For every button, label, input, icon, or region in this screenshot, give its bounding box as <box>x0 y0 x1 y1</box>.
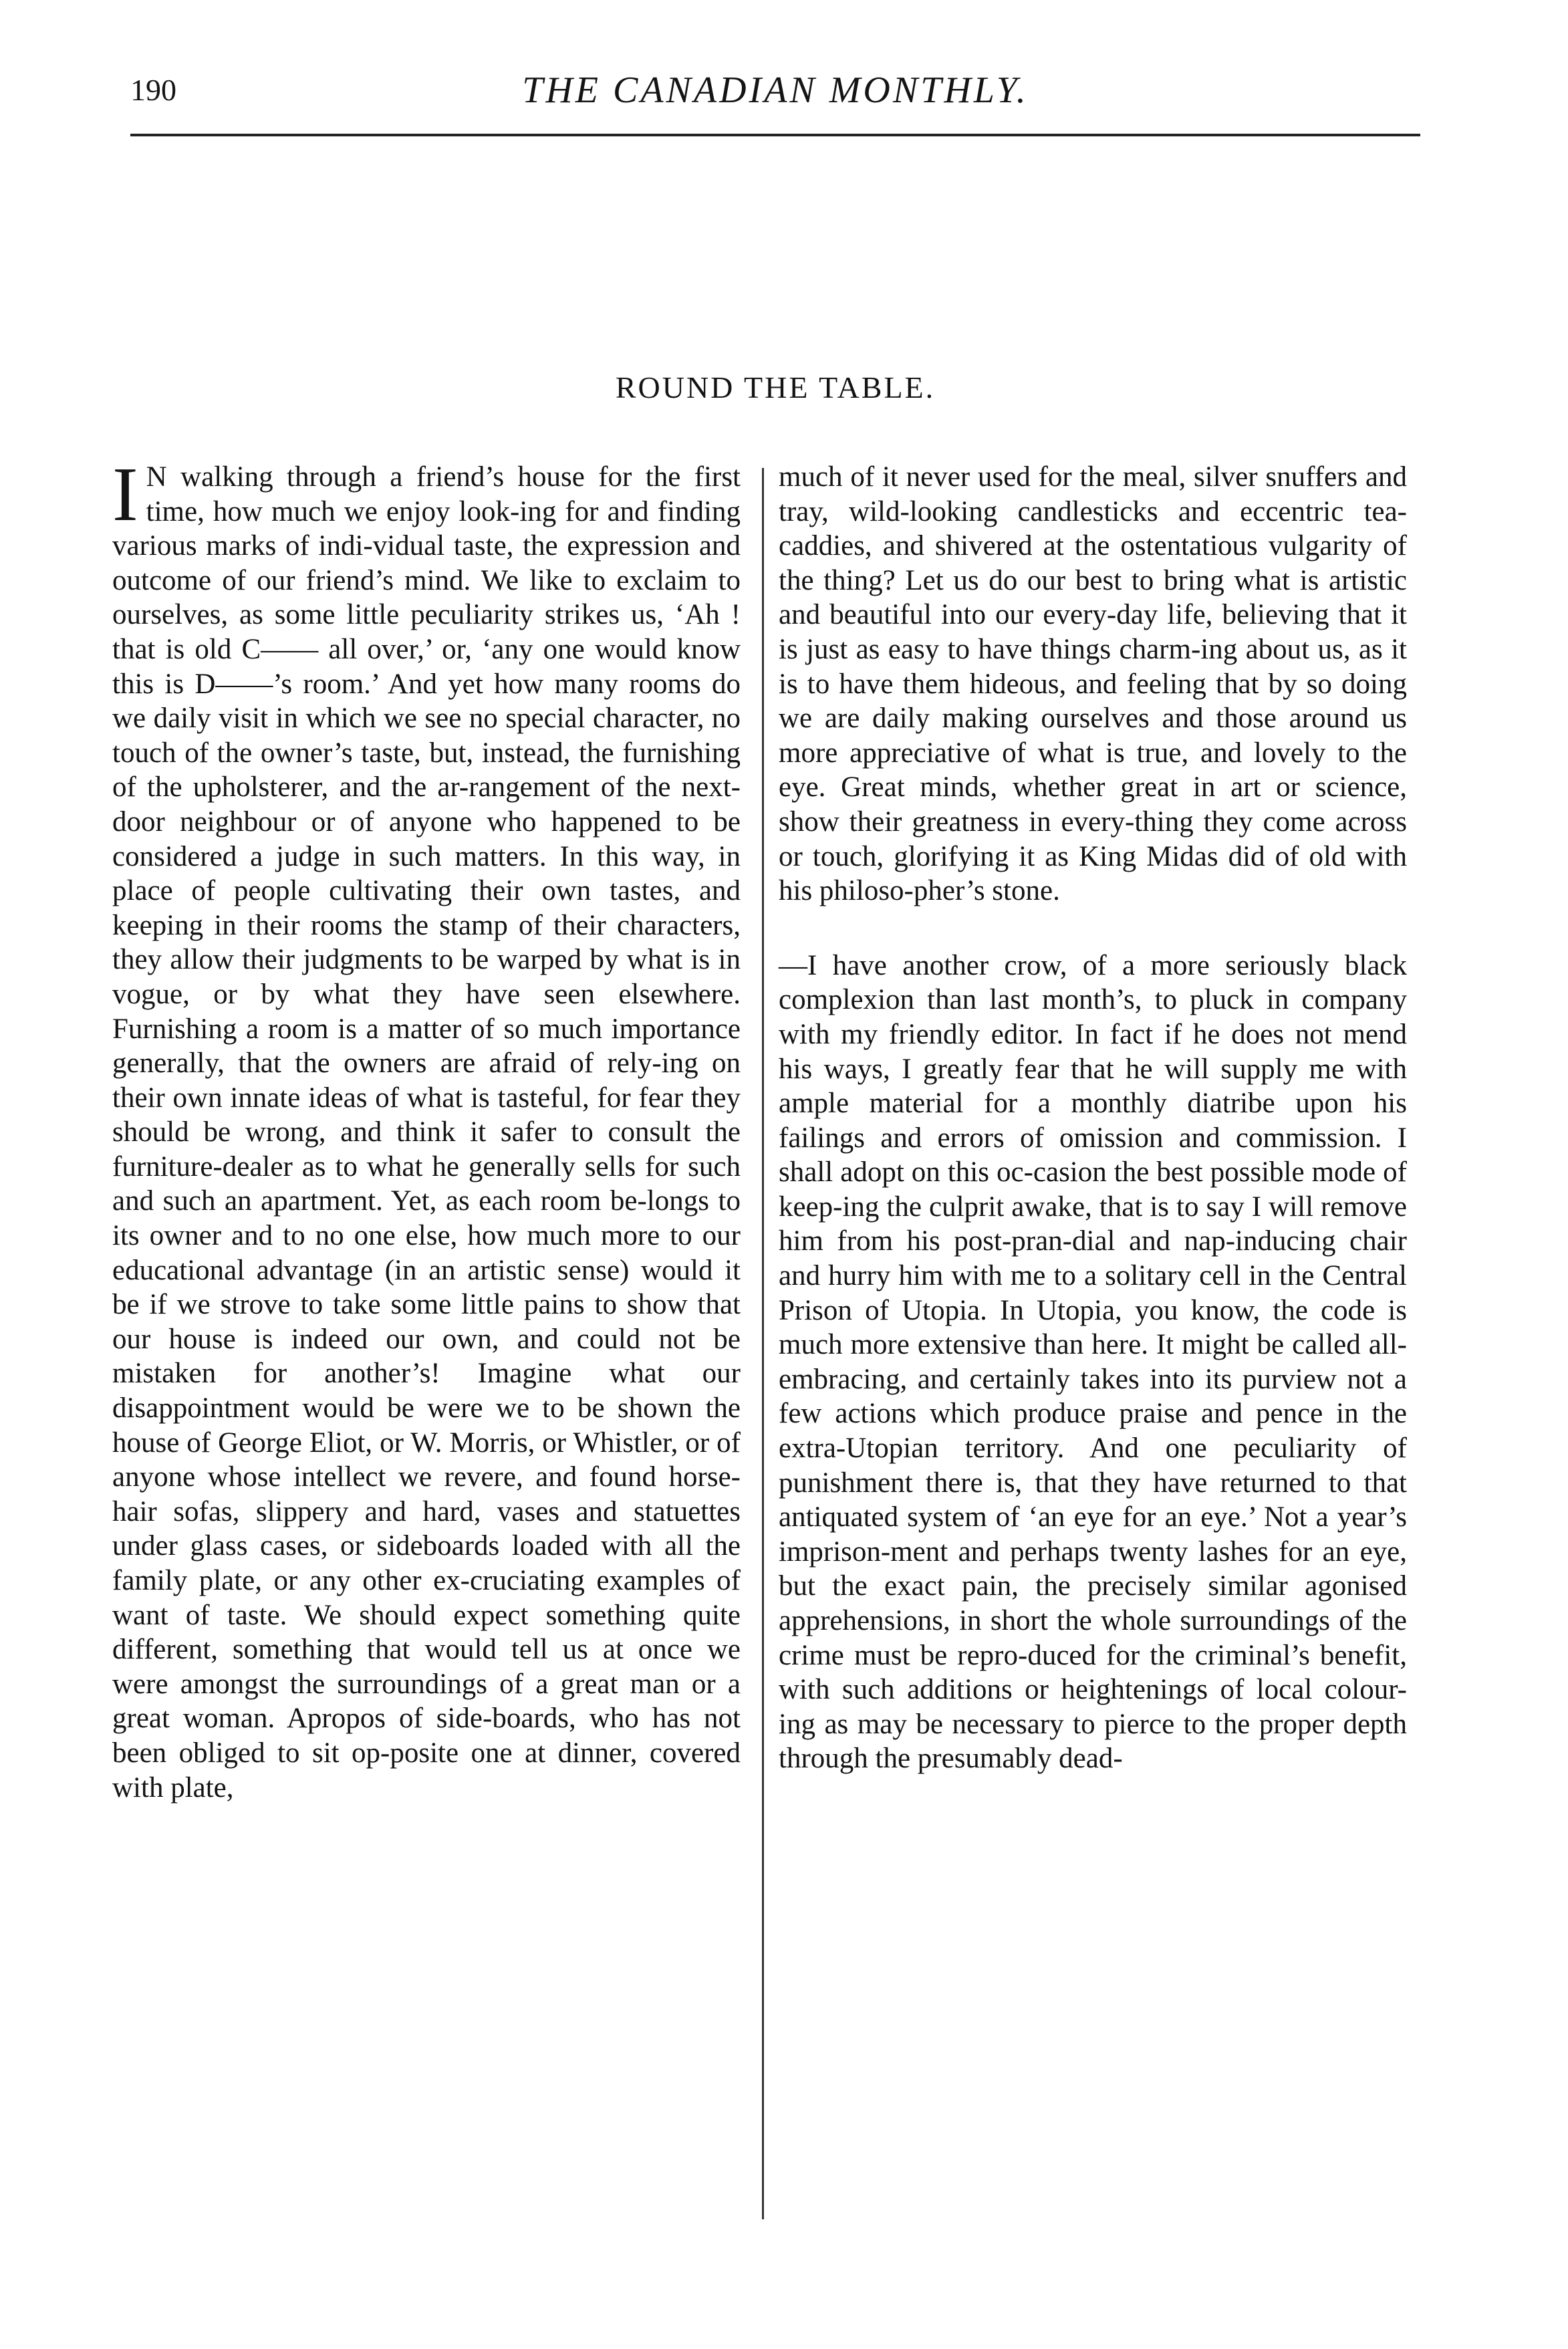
page-header <box>130 70 1420 130</box>
article-title: ROUND THE TABLE. <box>615 370 936 404</box>
left-column <box>112 452 741 1805</box>
page-number: 190 <box>130 73 176 107</box>
drop-cap: I <box>112 452 138 537</box>
paragraph: —I have another crow, of a more seriously black complexion than last month’s, to pluck in company with my friendly editor. In fact if he does not mend his ways, I greatly fear that he will supply me with ample material for a monthly diatribe upon his failings and errors of omission and commission. I shall adopt on this oc-casion the best possible mode of keep-ing the culprit awake, that is to say I will remove him from his post-pran-dial and nap-inducing chair and hurry him with me to a solitary cell in the Central Prison of Utopia. In Utopia, you know, the code is much more extensive than here. It might be called all-embracing, and certainly takes into its purview not a few actions which produce praise and pence in the extra-Utopian territory. And one peculiarity of punishment there is, that they have returned to that antiquated system of ‘an eye for an eye.’ Not a year’s imprison-ment and perhaps twenty lashes for an eye, but the exact pain, the precisely similar agonised apprehensions, in short the whole surroundings of the crime must be repro-duced for the criminal’s benefit, with such additions or heightenings of local colour-ing as may be necessary to pierce to the proper depth through the presumably dead- <box>779 949 1407 1775</box>
right-column <box>779 460 1407 1776</box>
column-divider <box>762 468 764 2219</box>
paragraph <box>112 452 741 1805</box>
header-rule <box>130 134 1420 136</box>
paragraph-text: N walking through a friend’s house for the first time, how much we enjoy look-ing for and finding various marks of indi-vidual taste, the expression and outcome of our friend’s mind. We like to exclaim to ourselves, as some little peculiarity strikes us, ‘Ah ! that is old C—— all over,’ or, ‘any one would know this is D——’s room.’ And yet how many rooms do we daily visit in which we see no special character, no touch of the owner’s taste, but, instead, the furnishing of the upholsterer, and the ar-rangement of the next-door neighbour or of anyone who happened to be considered a judge in such matters. In this way, in place of people cultivating their own tastes, and keeping in their rooms the stamp of their characters, they allow their judgments to be warped by what is in vogue, or by what they have seen elsewhere. Furnishing a room is a matter of so much importance generally, that the owners are afraid of rely-ing on their own innate ideas of what is tasteful, for fear they should be wrong, and think it safer to consult the furniture-dealer as to what he generally sells for such and such an apartment. Yet, as each room be-longs to its owner and to no one else, how much more to our educational advantage (in an artistic sense) would it be if we strove to take some little pains to show that our house is indeed our own, and could not be mistaken for another’s! Imagine what our disappointment would be were we to be shown the house of George Eliot, or W. Morris, or Whistler, or of anyone whose intellect we revere, and found horse-hair sofas, slippery and hard, vases and statuettes under glass cases, or sideboards loaded with all the family plate, or any other ex-cruciating examples of want of taste. We should expect something quite different, something that would tell us at once we were amongst the surroundings of a great man or a great woman. Apropos of side-boards, who has not been obliged to sit op-posite one at dinner, covered with plate, <box>112 461 741 1804</box>
paragraph: much of it never used for the meal, silver snuffers and tray, wild-looking candlesticks and eccentric tea-caddies, and shivered at the ostentatious vulgarity of the thing? Let us do our best to bring what is artistic and beautiful into our every-day life, believing that it is just as easy to have things charm-ing about us, as it is to have them hideous, and feeling that by so doing we are daily making ourselves and those around us more appreciative of what is true, and lovely to the eye. Great minds, whether great in art or science, show their greatness in every-thing they come across or touch, glorifying it as King Midas did of old with his philoso-pher’s stone. <box>779 461 1407 907</box>
running-title: THE CANADIAN MONTHLY. <box>522 70 1029 111</box>
